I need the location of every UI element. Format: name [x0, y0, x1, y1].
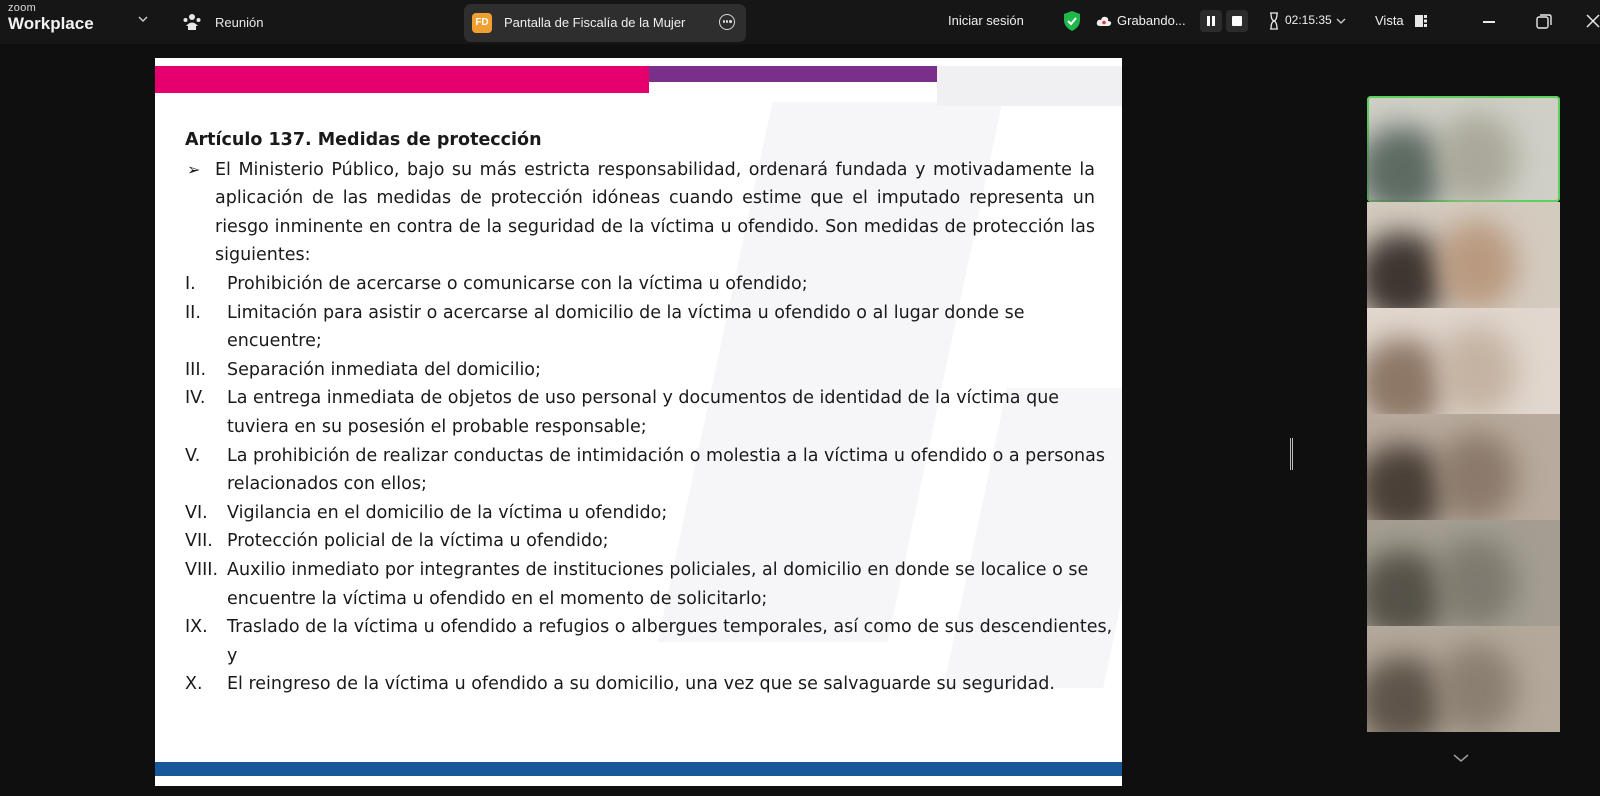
chevron-down-icon[interactable]	[136, 12, 150, 26]
measure-number: I.	[185, 273, 196, 294]
measure-item	[185, 527, 1115, 556]
chevron-down-icon[interactable]	[1335, 15, 1347, 27]
participant-video-active[interactable]	[1367, 96, 1560, 202]
participants-icon	[182, 13, 202, 31]
participant-blur	[1367, 550, 1447, 626]
measure-item	[185, 670, 1115, 699]
measure-item	[185, 442, 1115, 499]
measure-number: VIII.	[185, 559, 219, 580]
participant-video[interactable]	[1367, 626, 1560, 732]
participant-blur	[1367, 232, 1447, 308]
measure-text: El reingreso de la víctima u ofendido a su domicilio, una vez que se salvaguarde su seguridad.	[227, 674, 1055, 695]
shared-slide	[155, 58, 1122, 786]
chevron-down-icon[interactable]	[1452, 752, 1470, 764]
meeting-label[interactable]: Reunión	[215, 15, 264, 30]
shield-check-icon[interactable]	[1062, 10, 1082, 32]
more-options-icon[interactable]	[719, 14, 735, 30]
measure-text: Limitación para asistir o acercarse al domicilio de la víctima u ofendido o al lugar donde se encuentre;	[227, 302, 1025, 352]
sign-in-button[interactable]: Iniciar sesión	[948, 13, 1024, 28]
participant-blur	[1367, 338, 1447, 414]
arrow-bullet-icon: ➢	[187, 159, 201, 179]
measure-number: IX.	[185, 617, 208, 638]
slide-band-grey	[937, 66, 1122, 106]
slide-band-pink	[155, 66, 649, 93]
share-title: Pantalla de Fiscalía de la Mujer	[504, 15, 686, 30]
participant-video[interactable]	[1367, 308, 1560, 414]
participant-blur	[1437, 644, 1517, 732]
measure-number: II.	[185, 302, 201, 323]
measure-text: Vigilancia en el domicilio de la víctima u ofendido;	[227, 502, 668, 523]
participant-gallery	[1367, 96, 1560, 732]
close-icon[interactable]	[1584, 12, 1600, 30]
participant-video[interactable]	[1367, 202, 1560, 308]
measure-item	[185, 299, 1115, 356]
intro-text: El Ministerio Público, bajo su más estricta responsabilidad, ordenará fundada y motivadamente la aplicación de las medidas de protección idóneas cuando estime que el imputado representa un riesgo inminente en contra de la seguridad de la víctima u ofendido. Son medidas de protección las siguientes:	[215, 159, 1095, 266]
measure-text: Auxilio inmediato por integrantes de instituciones policiales, al domicilio en donde se localice o se encuentre la víctima u ofendido en el momento de solicitarlo;	[227, 559, 1089, 609]
measure-item	[185, 356, 1115, 385]
measure-text: Prohibición de acercarse o comunicarse con la víctima u ofendido;	[227, 273, 808, 294]
article-intro	[185, 156, 1095, 270]
stop-icon	[1232, 16, 1242, 26]
measure-text: La prohibición de realizar conductas de intimidación o molestia a la víctima u ofendido o a personas relacionados con ellos;	[227, 445, 1105, 495]
meeting-timer[interactable]: 02:15:35	[1285, 13, 1332, 27]
participant-blur	[1367, 656, 1447, 732]
measures-list	[185, 270, 1115, 699]
pause-recording-button[interactable]	[1200, 10, 1222, 32]
recording-status: Grabando...	[1117, 13, 1186, 28]
brand-small: zoom	[8, 2, 37, 14]
participant-video[interactable]	[1367, 414, 1560, 520]
brand-name: Workplace	[8, 14, 94, 33]
measure-number: III.	[185, 359, 207, 380]
measure-number: V.	[185, 445, 201, 466]
participant-blur	[1367, 444, 1447, 520]
minimize-icon[interactable]	[1483, 21, 1495, 23]
measure-item	[185, 384, 1115, 441]
restore-icon[interactable]	[1535, 12, 1553, 30]
hourglass-icon	[1268, 12, 1280, 30]
participant-blur	[1437, 326, 1517, 414]
title-bar	[0, 0, 1600, 44]
participant-blur	[1437, 220, 1517, 308]
slide-content	[185, 126, 1115, 699]
measure-item	[185, 270, 1115, 299]
participant-blur	[1437, 538, 1517, 626]
view-grid-icon[interactable]	[1415, 15, 1427, 27]
measure-number: IV.	[185, 388, 206, 409]
measure-number: VI.	[185, 502, 208, 523]
article-title: Artículo 137. Medidas de protección	[185, 130, 542, 150]
slide-band-purple	[649, 66, 937, 82]
pause-icon	[1207, 16, 1210, 26]
participant-video[interactable]	[1367, 520, 1560, 626]
participant-blur	[1367, 126, 1447, 202]
measure-item	[185, 613, 1115, 670]
view-button[interactable]: Vista	[1375, 13, 1404, 28]
participant-blur	[1437, 114, 1517, 202]
measure-number: VII.	[185, 531, 213, 552]
slide-band-blue	[155, 762, 1122, 776]
measure-item	[185, 499, 1115, 528]
measure-text: Protección policial de la víctima u ofendido;	[227, 531, 609, 552]
cloud-icon	[1096, 15, 1112, 27]
panel-resize-handle[interactable]	[1290, 438, 1293, 470]
stop-recording-button[interactable]	[1226, 10, 1248, 32]
measure-text: Traslado de la víctima u ofendido a refugios o albergues temporales, así como de sus descendientes, y	[227, 617, 1113, 666]
measure-text: Separación inmediata del domicilio;	[227, 359, 541, 380]
zoom-workplace-logo	[8, 3, 94, 32]
measure-number: X.	[185, 674, 203, 695]
screen-share-indicator[interactable]	[464, 4, 746, 42]
measure-item	[185, 556, 1115, 613]
measure-text: La entrega inmediata de objetos de uso personal y documentos de identidad de la víctima que tuviera en su posesión el probable responsable;	[227, 388, 1060, 437]
sharer-avatar: FD	[472, 13, 492, 33]
participant-blur	[1437, 432, 1517, 520]
